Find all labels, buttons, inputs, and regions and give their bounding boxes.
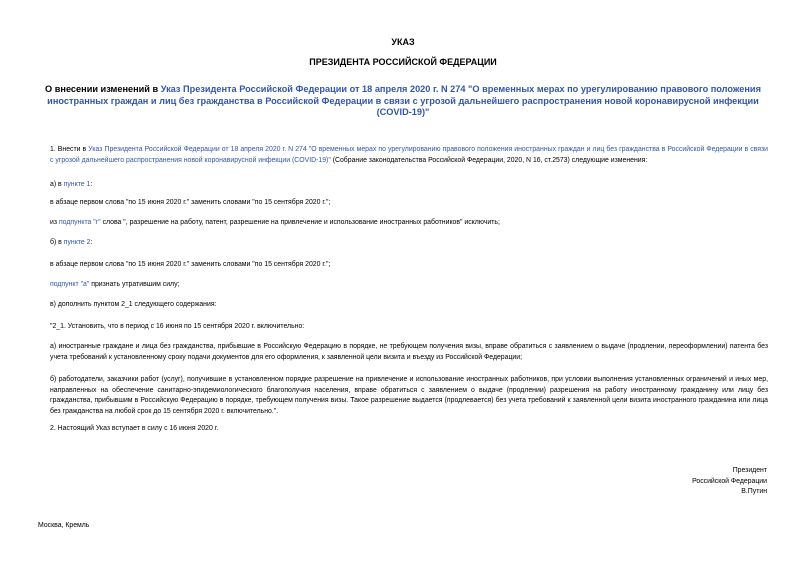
item-a-prefix: а) в <box>50 181 64 188</box>
quote-item-b: б) работодатели, заказчики работ (услуг), получившие в установленном порядке разрешение на привлечение и использование иностранных работников, при условии выполнения установленных ограничений и иных мер, направленных на обеспечение санитарно-эпидемиологического благополучия населения, вправе обратиться с заявлением о выдаче (продлении) разрешения на работу иностранному гражданину или лицу без гражданства, прибывшим в Российскую Федерацию в порядке, требующем получения визы. Такое разрешение выдается (продлевается) без учета требований к заявленной цели визита иностранного гражданина или лица без гражданства на любой срок до 15 сентября 2020 г. включительно.". <box>50 376 768 415</box>
item-b-2-suffix: признать утратившим силу; <box>89 281 180 288</box>
subpoint-a-link[interactable]: подпункт "а" <box>50 281 90 288</box>
quote-item-a: а) иностранные граждане и лица без гражданства, прибывшие в Российскую Федерацию в порядке, не требующем получения визы, вправе обратиться с заявлением о выдаче (продлении, переоформлении) патента без учета требований к установленному сроку подачи документов для его оформления, к заявленной цели визита и въезду из Российской Федерации; <box>50 343 768 361</box>
doc-subtitle: ПРЕЗИДЕНТА РОССИЙСКОЙ ФЕДЕРАЦИИ <box>309 57 497 67</box>
paragraph-1 <box>38 145 768 166</box>
doc-title: УКАЗ <box>391 37 415 47</box>
paragraph-2: 2. Настоящий Указ вступает в силу с 16 июня 2020 г. <box>50 425 219 432</box>
item-a-suffix: : <box>90 181 93 188</box>
signing-place: Москва, Кремль <box>38 522 90 529</box>
doc-subject <box>38 84 768 119</box>
item-b <box>38 238 768 249</box>
item-a-2 <box>38 218 768 229</box>
subpoint-g-link[interactable]: подпункта "г" <box>58 219 101 226</box>
item-b-2 <box>38 280 768 291</box>
item-a-1: в абзаце первом слова "по 15 июня 2020 г." заменить словами "по 15 сентября 2020 г."; <box>50 199 331 206</box>
item-b-1: в абзаце первом слова "по 15 июня 2020 г." заменить словами "по 15 сентября 2020 г."; <box>50 261 331 268</box>
p1-decree-link[interactable]: Указ Президента Российской Федерации от 18 апреля 2020 г. N 274 "О временных мерах по урегулированию правового положения иностранных граждан и лиц без гражданства в Российской Федерации в связи с угрозой дальнейшего распространения новой коронавирусной инфекции (COVID-19)" <box>50 146 769 164</box>
decree-274-link[interactable]: Указ Президента Российской Федерации от 18 апреля 2020 г. N 274 "О временных мерах по урегулированию правового положения иностранных граждан и лиц без гражданства в Российской Федерации в связи с угрозой дальнейшего распространения новой коронавирусной инфекции (COVID-19)" <box>47 84 761 117</box>
signature-line-2: Российской Федерации <box>692 477 767 485</box>
doc-subject-prefix: О внесении изменений в <box>45 84 161 94</box>
item-b-link[interactable]: пункте 2 <box>63 239 91 246</box>
p1-suffix: (Собрание законодательства Российской Федерации, 2020, N 16, ст.2573) следующие изменения: <box>330 156 648 164</box>
signature-line-3: В.Путин <box>741 488 767 495</box>
item-a-2-suffix: слова ", разрешение на работу, патент, разрешение на привлечение и использование иностранных работников" исключить; <box>100 219 500 226</box>
item-v: в) дополнить пунктом 2_1 следующего содержания: <box>50 301 217 308</box>
item-a-2-prefix: из <box>50 219 59 226</box>
item-b-suffix: : <box>90 239 93 246</box>
quote-intro: "2_1. Установить, что в период с 16 июня по 15 сентября 2020 г. включительно: <box>50 323 305 330</box>
item-a-link[interactable]: пункте 1 <box>63 181 91 188</box>
p1-prefix: 1. Внести в <box>50 146 89 153</box>
signature-block <box>692 466 767 498</box>
item-b-prefix: б) в <box>50 239 64 246</box>
item-a <box>38 180 768 191</box>
signature-line-1: Президент <box>732 467 767 474</box>
